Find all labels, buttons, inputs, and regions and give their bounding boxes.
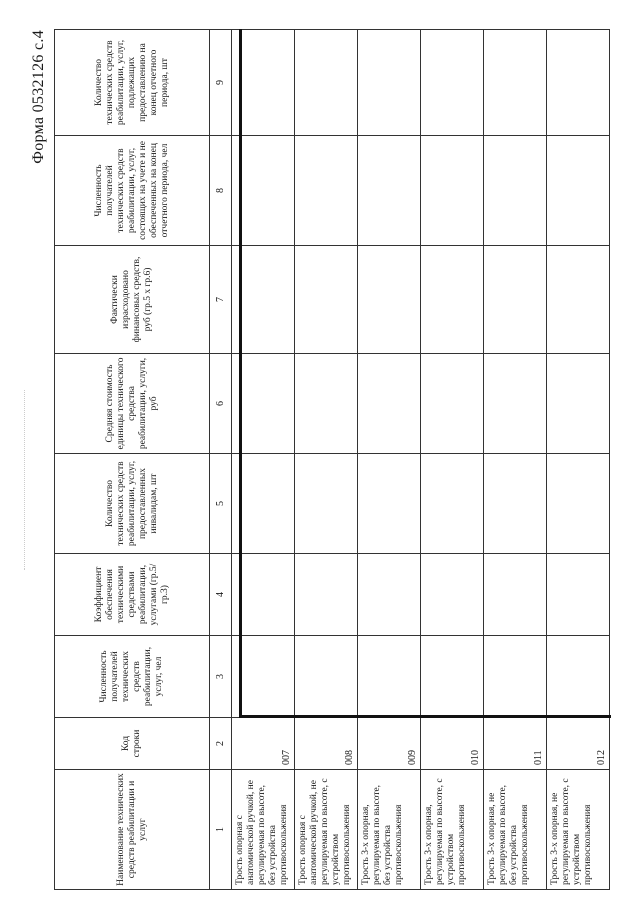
data-cell[interactable] <box>421 246 484 354</box>
column-number: 5 <box>210 454 232 554</box>
data-cell[interactable] <box>358 30 421 136</box>
thick-frame-border <box>239 715 611 718</box>
header-cell: Фактически израсходовано финансовых средств, руб (гр.5 х гр.6) <box>55 246 210 354</box>
row-code: 010 <box>421 718 484 770</box>
header-cell: Количество технических средств реабилитации, услуг, предоставленных инвалидам, шт <box>55 454 210 554</box>
form-number-label: Форма 0532126 с.4 <box>30 30 47 164</box>
table-row <box>547 30 610 890</box>
data-cell[interactable] <box>421 636 484 718</box>
data-cell[interactable] <box>547 354 610 454</box>
data-cell[interactable] <box>484 454 547 554</box>
header-cell: Код строки <box>55 718 210 770</box>
column-number-row <box>210 30 232 890</box>
header-cell: Численность получателей технических средств реабилитации, услуг, чел <box>55 636 210 718</box>
row-code: 012 <box>547 718 610 770</box>
scan-artifact <box>24 390 26 570</box>
row-name: Трость 3-х опорная, регулируемая по высоте, с устройством противоскольжения <box>421 770 484 890</box>
data-cell[interactable] <box>421 554 484 636</box>
data-cell[interactable] <box>421 136 484 246</box>
data-cell[interactable] <box>484 30 547 136</box>
data-cell[interactable] <box>547 636 610 718</box>
row-name: Трость опорная с анатомической ручкой, не регулируемая по высоте, с устройством противоскольжения <box>295 770 358 890</box>
data-cell[interactable] <box>547 246 610 354</box>
header-cell: Наименование технических средств реабилитации и услуг <box>55 770 210 890</box>
header-cell: Численность получателей технических средств реабилитации, услуг, состоящих на учете и не обеспеченных на конец отчетного периода, чел <box>55 136 210 246</box>
table-row <box>358 30 421 890</box>
row-name: Трость 3-х опорная, не регулируемая по высоте, без устройства противоскольжения <box>484 770 547 890</box>
column-number: 3 <box>210 636 232 718</box>
data-cell[interactable] <box>295 554 358 636</box>
data-cell[interactable] <box>547 554 610 636</box>
column-number: 8 <box>210 136 232 246</box>
data-cell[interactable] <box>484 554 547 636</box>
data-cell[interactable] <box>295 246 358 354</box>
row-code: 007 <box>232 718 295 770</box>
data-cell[interactable] <box>547 136 610 246</box>
row-name: Трость 3-х опорная, не регулируемая по высоте, с устройством противоскольжения <box>547 770 610 890</box>
data-cell[interactable] <box>421 30 484 136</box>
column-number: 9 <box>210 30 232 136</box>
data-cell[interactable] <box>484 246 547 354</box>
data-cell[interactable] <box>295 136 358 246</box>
data-cell[interactable] <box>295 454 358 554</box>
data-cell[interactable] <box>484 354 547 454</box>
row-code: 011 <box>484 718 547 770</box>
column-number: 7 <box>210 246 232 354</box>
data-cell[interactable] <box>547 30 610 136</box>
column-number: 1 <box>210 770 232 890</box>
data-cell[interactable] <box>358 136 421 246</box>
row-code: 008 <box>295 718 358 770</box>
data-cell[interactable] <box>358 246 421 354</box>
column-number: 6 <box>210 354 232 454</box>
data-cell[interactable] <box>421 354 484 454</box>
header-cell: Коэффициент обеспечения техническими средствами реабилитации, услугами (гр.5/гр.3) <box>55 554 210 636</box>
table-row <box>421 30 484 890</box>
data-cell[interactable] <box>295 30 358 136</box>
thick-frame-border <box>239 29 242 718</box>
row-name: Трость опорная с анатомической ручкой, не регулируемая по высоте, без устройства противоскольжения <box>232 770 295 890</box>
column-number: 4 <box>210 554 232 636</box>
data-cell[interactable] <box>358 554 421 636</box>
data-cell[interactable] <box>358 354 421 454</box>
data-cell[interactable] <box>484 636 547 718</box>
data-cell[interactable] <box>295 636 358 718</box>
rotated-form-page <box>32 20 612 890</box>
data-cell[interactable] <box>295 354 358 454</box>
data-cell[interactable] <box>484 136 547 246</box>
header-cell: Средняя стоимость единицы технического средства реабилитации, услуги, руб <box>55 354 210 454</box>
table-row <box>295 30 358 890</box>
column-number: 2 <box>210 718 232 770</box>
row-name: Трость 3-х опорная, регулируемая по высоте, без устройства противоскольжения <box>358 770 421 890</box>
header-cell: Количество технических средств реабилитации, услуг, подлежащих предоставлению на конец отчетного периода, шт <box>55 30 210 136</box>
row-code: 009 <box>358 718 421 770</box>
data-cell[interactable] <box>547 454 610 554</box>
data-cell[interactable] <box>358 636 421 718</box>
data-cell[interactable] <box>421 454 484 554</box>
header-row <box>55 30 210 890</box>
table-row <box>484 30 547 890</box>
report-table <box>54 29 610 890</box>
data-cell[interactable] <box>358 454 421 554</box>
